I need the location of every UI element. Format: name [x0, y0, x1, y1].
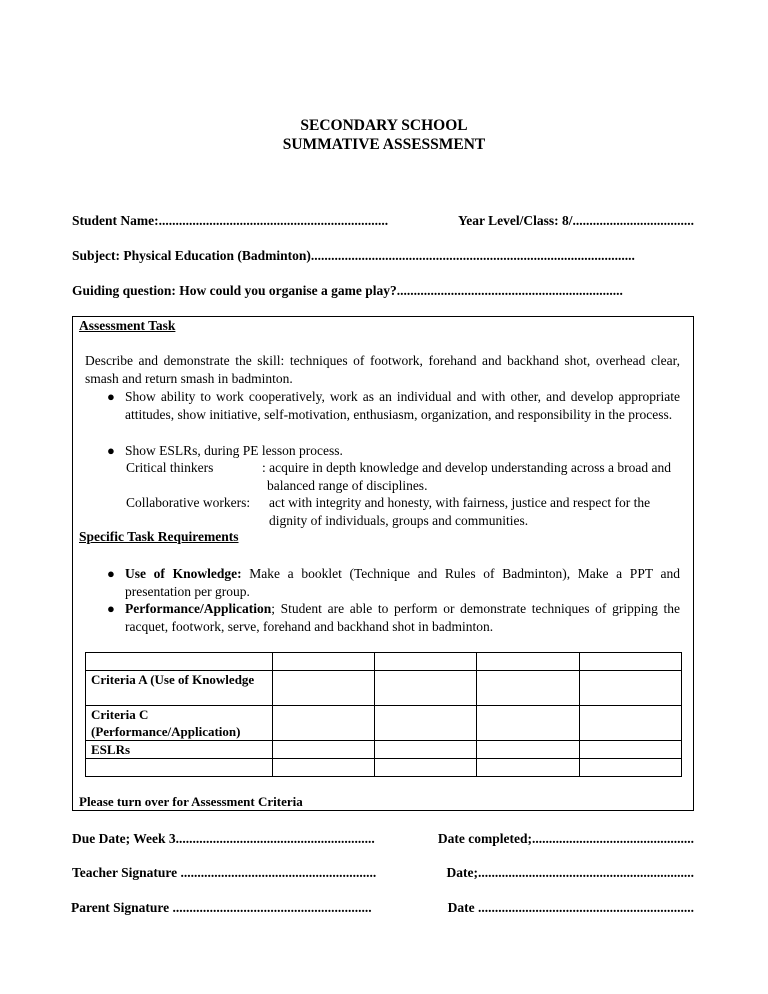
- table-cell: [273, 671, 375, 706]
- table-cell: [580, 653, 682, 671]
- bullet-dot-icon: ●: [107, 443, 115, 458]
- requirement-knowledge-text: Make a booklet (Technique and Rules of Badminton), Make a PPT and presentation per group.: [125, 566, 680, 599]
- requirement-performance: [107, 600, 680, 635]
- requirement-performance-label: Performance/Application: [125, 601, 272, 616]
- bullet-cooperation: [107, 388, 680, 423]
- table-cell: [477, 741, 580, 759]
- table-cell: [375, 759, 477, 777]
- table-row: [86, 741, 682, 759]
- turn-over-note: Please turn over for Assessment Criteria: [79, 794, 303, 809]
- eslr-critical-term: Critical thinkers: [126, 460, 214, 475]
- table-row: [86, 759, 682, 777]
- table-cell: [580, 741, 682, 759]
- subject-line: Subject: Physical Education (Badminton)................................................................................................: [72, 248, 635, 263]
- table-cell: [477, 653, 580, 671]
- table-cell: [580, 759, 682, 777]
- requirement-knowledge: [107, 565, 680, 600]
- criteria-label-cell: ESLRs: [86, 741, 273, 759]
- table-cell: [477, 706, 580, 741]
- teacher-signature-line: [72, 865, 694, 881]
- criteria-table: [85, 652, 682, 777]
- criteria-label-cell: [86, 653, 273, 671]
- parent-signature-line: [71, 900, 694, 916]
- teacher-date-field: Date;................................................................: [446, 865, 694, 880]
- bullet-dot-icon: ●: [107, 389, 115, 404]
- table-row: [86, 653, 682, 671]
- bullet-dot-icon: ●: [107, 601, 115, 616]
- parent-date-field: Date ................................................................: [447, 900, 694, 915]
- student-name-field: Student Name:....................................................................: [72, 213, 389, 228]
- table-cell: [375, 653, 477, 671]
- eslr-critical-definition: : acquire in depth knowledge and develop understanding across a broad and balanced range of disciplines.: [262, 460, 671, 493]
- criteria-label-cell: Criteria A (Use of Knowledge: [86, 671, 273, 706]
- bullet-dot-icon: ●: [107, 566, 115, 581]
- bullet-cooperation-text: Show ability to work cooperatively, work as an individual and with other, and develop appropriate attitudes, show initiative, self-motivation, enthusiasm, organization, and responsibility in the process.: [125, 389, 680, 422]
- table-cell: [580, 706, 682, 741]
- eslr-collaborative-term: Collaborative workers:: [126, 495, 251, 510]
- table-cell: [375, 706, 477, 741]
- year-level-field: Year Level/Class: 8/....................................: [458, 213, 694, 228]
- table-cell: [375, 671, 477, 706]
- due-date-field: Due Date; Week 3...........................................................: [72, 831, 375, 846]
- table-cell: [273, 759, 375, 777]
- assessment-task-heading: Assessment Task: [79, 318, 176, 333]
- teacher-signature-field: Teacher Signature ..........................................................: [72, 865, 377, 880]
- table-row: [86, 671, 682, 706]
- table-row: [86, 706, 682, 741]
- title-school: SECONDARY SCHOOL: [300, 117, 468, 134]
- guiding-question-line: Guiding question: How could you organise a game play?...................................................................: [72, 283, 623, 298]
- date-completed-field: Date completed;................................................: [437, 831, 694, 846]
- bullet-eslrs-text: Show ESLRs, during PE lesson process.: [125, 443, 343, 458]
- table-cell: [477, 671, 580, 706]
- table-cell: [477, 759, 580, 777]
- criteria-label-cell: [86, 759, 273, 777]
- eslr-collaborative-definition: act with integrity and honesty, with fairness, justice and respect for the dignity of individuals, groups and communities.: [269, 495, 651, 528]
- title-assessment: SUMMATIVE ASSESSMENT: [282, 136, 486, 153]
- requirement-knowledge-label: Use of Knowledge:: [125, 566, 242, 581]
- table-cell: [375, 741, 477, 759]
- student-name-line: [72, 213, 694, 229]
- parent-signature-field: Parent Signature ...........................................................: [71, 900, 372, 915]
- table-cell: [580, 671, 682, 706]
- due-date-line: [72, 831, 694, 847]
- table-cell: [273, 706, 375, 741]
- criteria-label-cell: Criteria C (Performance/Application): [86, 706, 273, 741]
- table-cell: [273, 741, 375, 759]
- specific-requirements-heading: Specific Task Requirements: [79, 529, 239, 544]
- table-cell: [273, 653, 375, 671]
- assessment-intro: Describe and demonstrate the skill: techniques of footwork, forehand and backhand shot, overhead clear, smash and return smash in badminton.: [85, 353, 680, 386]
- bullet-eslrs: [107, 442, 680, 460]
- requirement-performance-text: ; Student are able to perform or demonstrate techniques of gripping the racquet, footwork, serve, forehand and backhand shot in badminton.: [125, 601, 680, 634]
